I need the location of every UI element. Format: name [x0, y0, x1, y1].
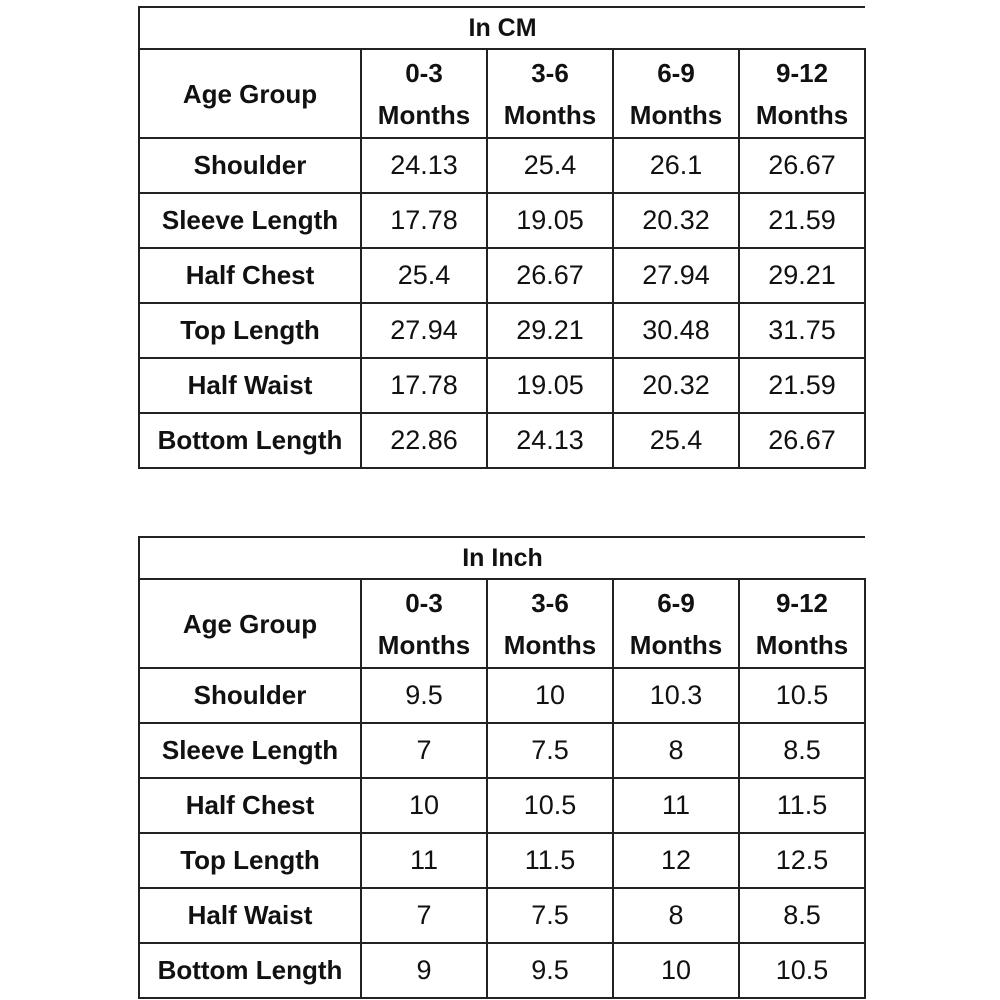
measurement-label: Half Chest [139, 778, 361, 833]
measurement-value: 7.5 [487, 888, 613, 943]
measurement-value: 21.59 [739, 358, 865, 413]
table-row [139, 723, 865, 778]
measurement-value: 7 [361, 888, 487, 943]
measurement-label: Sleeve Length [139, 193, 361, 248]
measurement-value: 31.75 [739, 303, 865, 358]
measurement-label: Top Length [139, 833, 361, 888]
age-unit: Months [755, 629, 849, 660]
table-row [139, 303, 865, 358]
measurement-value: 27.94 [361, 303, 487, 358]
size-table-cm [138, 6, 866, 469]
age-unit: Months [503, 99, 597, 130]
measurement-value: 9.5 [361, 668, 487, 723]
age-range: 0-3 [405, 587, 443, 618]
measurement-value: 8 [613, 723, 739, 778]
measurement-value: 26.67 [487, 248, 613, 303]
age-range-header [613, 49, 739, 138]
measurement-label: Half Chest [139, 248, 361, 303]
measurement-value: 10 [361, 778, 487, 833]
age-range: 9-12 [775, 587, 829, 618]
size-table-inch [138, 536, 866, 999]
age-range-header [739, 579, 865, 668]
measurement-value: 10 [613, 943, 739, 998]
measurement-value: 9 [361, 943, 487, 998]
age-range: 0-3 [405, 57, 443, 88]
measurement-value: 20.32 [613, 193, 739, 248]
age-group-header: Age Group [139, 49, 361, 138]
table-row [139, 778, 865, 833]
age-unit: Months [503, 629, 597, 660]
column-header-row [139, 579, 865, 668]
age-range-header [361, 49, 487, 138]
measurement-label: Bottom Length [139, 943, 361, 998]
measurement-value: 10.5 [739, 668, 865, 723]
table-title-row [139, 7, 865, 49]
measurement-label: Shoulder [139, 668, 361, 723]
measurement-value: 12 [613, 833, 739, 888]
measurement-label: Half Waist [139, 888, 361, 943]
measurement-value: 29.21 [739, 248, 865, 303]
measurement-value: 10.5 [487, 778, 613, 833]
age-group-header: Age Group [139, 579, 361, 668]
measurement-label: Top Length [139, 303, 361, 358]
measurement-label: Sleeve Length [139, 723, 361, 778]
measurement-value: 25.4 [613, 413, 739, 468]
measurement-value: 19.05 [487, 358, 613, 413]
measurement-value: 12.5 [739, 833, 865, 888]
column-header-row [139, 49, 865, 138]
measurement-value: 7 [361, 723, 487, 778]
measurement-value: 30.48 [613, 303, 739, 358]
measurement-value: 7.5 [487, 723, 613, 778]
measurement-value: 22.86 [361, 413, 487, 468]
measurement-value: 29.21 [487, 303, 613, 358]
table-row [139, 943, 865, 998]
table-title-row [139, 537, 865, 579]
measurement-value: 25.4 [361, 248, 487, 303]
age-range-header [739, 49, 865, 138]
measurement-value: 20.32 [613, 358, 739, 413]
measurement-value: 10.3 [613, 668, 739, 723]
table-row [139, 888, 865, 943]
measurement-value: 24.13 [361, 138, 487, 193]
measurement-value: 10.5 [739, 943, 865, 998]
age-unit: Months [377, 629, 471, 660]
table-title: In Inch [139, 537, 865, 579]
measurement-value: 17.78 [361, 193, 487, 248]
measurement-value: 17.78 [361, 358, 487, 413]
measurement-value: 21.59 [739, 193, 865, 248]
measurement-label: Bottom Length [139, 413, 361, 468]
table-row [139, 138, 865, 193]
table-row [139, 193, 865, 248]
age-range-header [361, 579, 487, 668]
age-unit: Months [377, 99, 471, 130]
measurement-value: 10 [487, 668, 613, 723]
table-row [139, 413, 865, 468]
measurement-value: 24.13 [487, 413, 613, 468]
age-range: 9-12 [776, 57, 829, 88]
table-row [139, 248, 865, 303]
age-unit: Months [629, 99, 723, 130]
measurement-value: 8.5 [739, 723, 865, 778]
age-unit: Months [629, 629, 723, 660]
measurement-value: 25.4 [487, 138, 613, 193]
age-range-header [613, 579, 739, 668]
measurement-value: 26.67 [739, 413, 865, 468]
age-range: 3-6 [531, 587, 569, 618]
measurement-value: 19.05 [487, 193, 613, 248]
table-title: In CM [139, 7, 865, 49]
measurement-value: 9.5 [487, 943, 613, 998]
measurement-value: 8.5 [739, 888, 865, 943]
measurement-value: 8 [613, 888, 739, 943]
table-row [139, 358, 865, 413]
age-unit: Months [755, 99, 849, 130]
measurement-value: 11 [361, 833, 487, 888]
measurement-value: 11.5 [739, 778, 865, 833]
measurement-value: 27.94 [613, 248, 739, 303]
measurement-value: 26.1 [613, 138, 739, 193]
table-row [139, 668, 865, 723]
age-range: 3-6 [531, 57, 569, 88]
age-range-header [487, 579, 613, 668]
measurement-label: Shoulder [139, 138, 361, 193]
measurement-value: 26.67 [739, 138, 865, 193]
measurement-value: 11.5 [487, 833, 613, 888]
table-row [139, 833, 865, 888]
measurement-value: 11 [613, 778, 739, 833]
age-range: 6-9 [657, 587, 695, 618]
measurement-label: Half Waist [139, 358, 361, 413]
age-range-header [487, 49, 613, 138]
age-range: 6-9 [657, 57, 695, 88]
